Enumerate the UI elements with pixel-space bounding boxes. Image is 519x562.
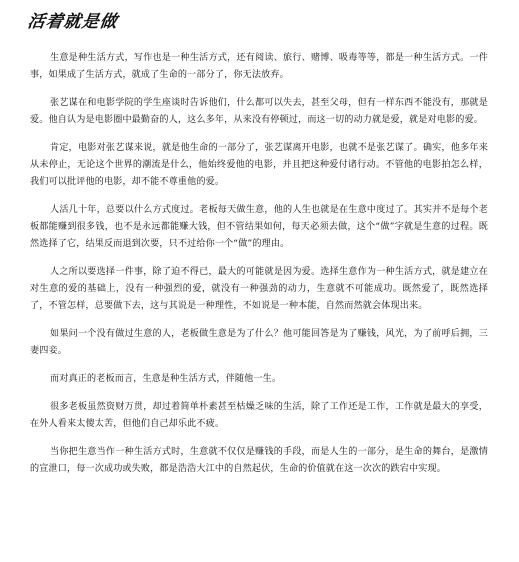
paragraph-9: 当你把生意当作一种生活方式时，生意就不仅仅是赚钱的手段，而是人生的一部分，是生命的舞台，是激情的宣泄口，每一次成功或失败，都是浩浩大江中的自然起伏，生命的价值就在这一次次的跌宕中实现。 — [30, 447, 488, 474]
paragraph-7: 而对真正的老板而言，生意是种生活方式，伴随他一生。 — [50, 374, 282, 384]
article-body — [30, 50, 488, 489]
paragraph-1: 生意是种生活方式，写作也是一种生活方式，还有阅读、旅行、赌博、吸毒等等，都是一种生活方式。一件事，如果成了生活方式，就成了生命的一部分了，你无法放弃。 — [30, 53, 488, 80]
paragraph-3: 肯定，电影对张艺谋来说，就是他生命的一部分了，张艺谋离开电影，也就不是张艺谋了。确实，他多年来从未停止，无论这个世界的潮流是什么，他始终爱他的电影，并且把这种爱付诸行动。不管他的电影拍怎么样，我们可以批评他的电影，却不能不尊重他的爱。 — [30, 143, 488, 187]
paragraph-4: 人活几十年，总要以什么方式度过。老板每天做生意，他的人生也就是在生意中度过了。其实并不是每个老板都能赚到很多钱，也不是永远都能赚大钱，但不管结果如何，每天必须去做，这个“做”字就是生意的过程。既然选择了它，结果反而退到次要，只不过给你一个“做”的理由。 — [30, 205, 488, 249]
page-title: 活着就是做 — [26, 12, 120, 32]
paragraph-5: 人之所以要选择一件事，除了迫不得已，最大的可能就是因为爱。选择生意作为一种生活方式，就是建立在对生意的爱的基础上，没有一种强烈的爱，就没有一种强劲的动力，生意就不可能成功。既然爱了，既然选择了，不管怎样，总要做下去，这与其说是一种理性，不如说是一种本能，自然而然就会体现出来。 — [30, 267, 488, 311]
paragraph-8: 很多老板虽然资财万贯，却过着简单朴素甚至枯燥乏味的生活，除了工作还是工作，工作就是最大的享受，在外人看来太傻太苦，但他们自己却乐此不疲。 — [30, 402, 488, 429]
paragraph-6: 如果问一个没有做过生意的人，老板做生意是为了什么？他可能回答是为了赚钱，风光，为了前呼后拥，三妻四妾。 — [30, 329, 488, 356]
paragraph-2: 张艺谋在和电影学院的学生座谈时告诉他们，什么都可以失去，甚至父母，但有一样东西不能没有，那就是爱。他自认为是电影圈中最勤奋的人，这么多年，从来没有停顿过，而这一切的动力就是爱，就是对电影的爱。 — [30, 98, 488, 125]
